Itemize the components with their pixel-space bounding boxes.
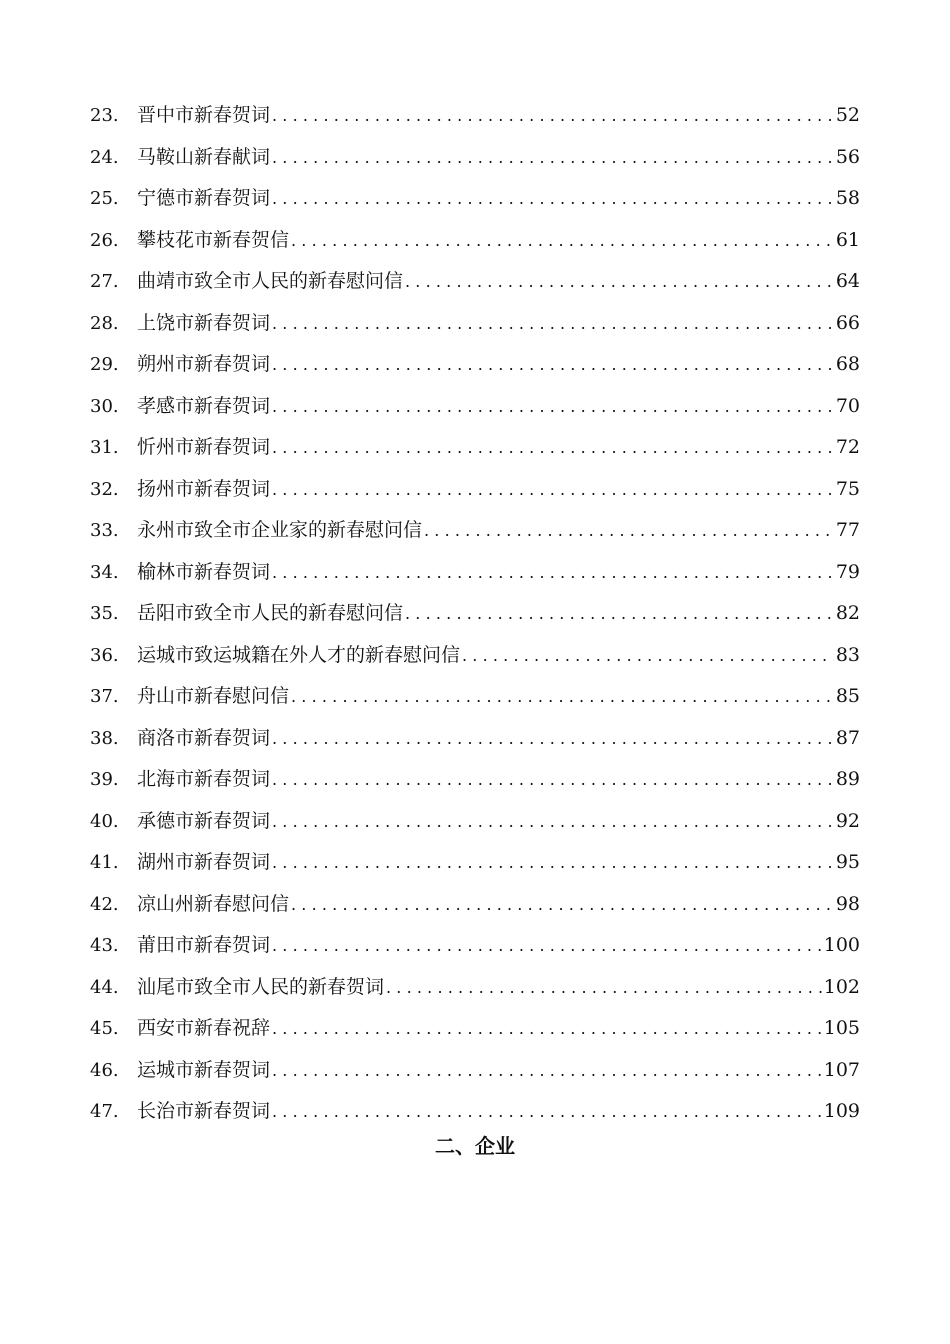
toc-entry-number: 35. [90,603,119,624]
toc-dot-leader [272,1091,822,1133]
toc-dot-leader [405,261,834,303]
toc-dot-leader [272,842,834,884]
toc-entry-title: 长治市新春贺词 [137,1100,271,1122]
toc-dot-leader [272,386,834,428]
toc-entry[interactable] [90,178,860,220]
toc-entry[interactable] [90,427,860,469]
toc-entry-number: 29. [90,354,119,375]
toc-entry-number: 40. [90,810,119,832]
toc-dot-leader [272,95,834,137]
toc-entry-page-number: 61 [835,228,860,251]
toc-entry-number: 25. [90,188,119,209]
toc-entry-page-number: 70 [835,394,860,417]
toc-entry-page-number: 87 [835,726,860,749]
toc-entry-page-number: 100 [823,934,860,956]
toc-entry-number: 43. [90,935,119,956]
toc-entry-number: 28. [90,312,119,334]
toc-entry-title: 北海市新春贺词 [137,768,271,790]
toc-entry-page-number: 95 [835,851,860,873]
toc-entry[interactable] [90,220,860,262]
toc-dot-leader [272,137,834,179]
toc-entry-title: 曲靖市致全市人民的新春慰问信 [137,270,404,292]
toc-entry-title: 舟山市新春慰问信 [137,685,290,707]
toc-dot-leader [462,635,834,677]
toc-entry-number: 26. [90,229,119,251]
toc-entry-number: 38. [90,727,119,749]
table-of-contents [90,95,860,1133]
toc-entry-title: 汕尾市致全市人民的新春贺词 [137,975,385,998]
toc-dot-leader [272,1050,822,1092]
toc-dot-leader [272,344,834,386]
toc-entry-page-number: 58 [835,187,860,209]
toc-entry[interactable] [90,1008,860,1050]
toc-entry[interactable] [90,967,860,1009]
toc-entry[interactable] [90,344,860,386]
toc-entry-page-number: 82 [835,602,860,624]
section-heading: 二、企业 [435,1134,515,1158]
toc-entry-page-number: 56 [835,145,860,168]
toc-entry-number: 34. [90,561,119,583]
toc-entry[interactable] [90,801,860,843]
toc-entry[interactable] [90,552,860,594]
toc-entry-title: 宁德市新春贺词 [137,187,271,209]
toc-entry-title: 晋中市新春贺词 [137,104,271,126]
toc-entry-page-number: 102 [823,975,860,998]
toc-entry-title: 马鞍山新春献词 [137,145,271,168]
toc-entry-title: 湖州市新春贺词 [137,851,271,873]
toc-entry-page-number: 105 [823,1017,860,1039]
toc-dot-leader [272,178,834,220]
toc-entry-number: 44. [90,976,119,998]
toc-dot-leader [272,552,834,594]
toc-dot-leader [386,967,822,1009]
toc-entry[interactable] [90,137,860,179]
toc-entry-title: 商洛市新春贺词 [137,726,271,749]
toc-entry-title: 攀枝花市新春贺信 [137,228,290,251]
toc-entry-page-number: 98 [835,892,860,915]
toc-entry[interactable] [90,593,860,635]
toc-entry-title: 朔州市新春贺词 [137,353,271,375]
toc-entry[interactable] [90,635,860,677]
toc-entry-page-number: 109 [823,1100,860,1122]
toc-dot-leader [272,303,834,345]
toc-entry-page-number: 66 [835,311,860,334]
toc-entry[interactable] [90,303,860,345]
toc-entry-title: 运城市致运城籍在外人才的新春慰问信 [137,643,461,666]
toc-entry-title: 西安市新春祝辞 [137,1017,271,1039]
toc-entry[interactable] [90,842,860,884]
toc-entry-number: 42. [90,893,119,915]
toc-entry-number: 31. [90,437,119,458]
toc-entry-page-number: 72 [835,436,860,458]
toc-entry-page-number: 77 [835,519,860,541]
toc-entry-number: 37. [90,686,119,707]
toc-entry[interactable] [90,718,860,760]
toc-entry-title: 上饶市新春贺词 [137,311,271,334]
toc-entry-page-number: 89 [835,768,860,790]
toc-entry[interactable] [90,510,860,552]
toc-entry[interactable] [90,925,860,967]
toc-dot-leader [291,220,834,262]
toc-dot-leader [272,925,822,967]
toc-dot-leader [272,469,834,511]
toc-entry-title: 运城市新春贺词 [137,1058,271,1081]
toc-entry-title: 孝感市新春贺词 [137,394,271,417]
toc-entry[interactable] [90,676,860,718]
toc-entry-title: 榆林市新春贺词 [137,560,271,583]
toc-entry-number: 45. [90,1018,119,1039]
toc-entry-page-number: 85 [835,685,860,707]
toc-entry-number: 23. [90,105,119,126]
toc-entry[interactable] [90,386,860,428]
toc-entry-page-number: 52 [835,104,860,126]
toc-entry-number: 47. [90,1101,119,1122]
toc-dot-leader [405,593,834,635]
toc-entry-number: 36. [90,644,119,666]
toc-entry-title: 岳阳市致全市人民的新春慰问信 [137,602,404,624]
toc-entry-page-number: 92 [835,809,860,832]
toc-entry-title: 凉山州新春慰问信 [137,892,290,915]
toc-entry-title: 莆田市新春贺词 [137,934,271,956]
toc-entry-page-number: 79 [835,560,860,583]
toc-dot-leader [272,718,834,760]
toc-entry[interactable] [90,1091,860,1133]
toc-entry-page-number: 75 [835,477,860,500]
toc-entry[interactable] [90,469,860,511]
toc-entry-page-number: 83 [835,643,860,666]
toc-dot-leader [291,676,834,718]
toc-entry[interactable] [90,759,860,801]
toc-entry-page-number: 68 [835,353,860,375]
toc-entry-number: 41. [90,852,119,873]
toc-entry-number: 33. [90,520,119,541]
toc-entry-number: 27. [90,271,119,292]
toc-dot-leader [272,1008,822,1050]
toc-entry-title: 扬州市新春贺词 [137,477,271,500]
toc-entry[interactable] [90,1050,860,1092]
toc-dot-leader [272,801,834,843]
toc-entry[interactable] [90,95,860,137]
toc-entry-number: 46. [90,1059,119,1081]
toc-entry-number: 30. [90,395,119,417]
toc-entry-title: 忻州市新春贺词 [137,436,271,458]
toc-entry-page-number: 64 [835,270,860,292]
toc-dot-leader [291,884,834,926]
toc-entry-number: 32. [90,478,119,500]
toc-entry-page-number: 107 [823,1058,860,1081]
toc-dot-leader [424,510,834,552]
toc-entry-number: 24. [90,146,119,168]
toc-entry[interactable] [90,261,860,303]
toc-entry-title: 永州市致全市企业家的新春慰问信 [137,519,423,541]
toc-dot-leader [272,759,834,801]
toc-dot-leader [272,427,834,469]
toc-entry-title: 承德市新春贺词 [137,809,271,832]
toc-entry[interactable] [90,884,860,926]
toc-entry-number: 39. [90,769,119,790]
